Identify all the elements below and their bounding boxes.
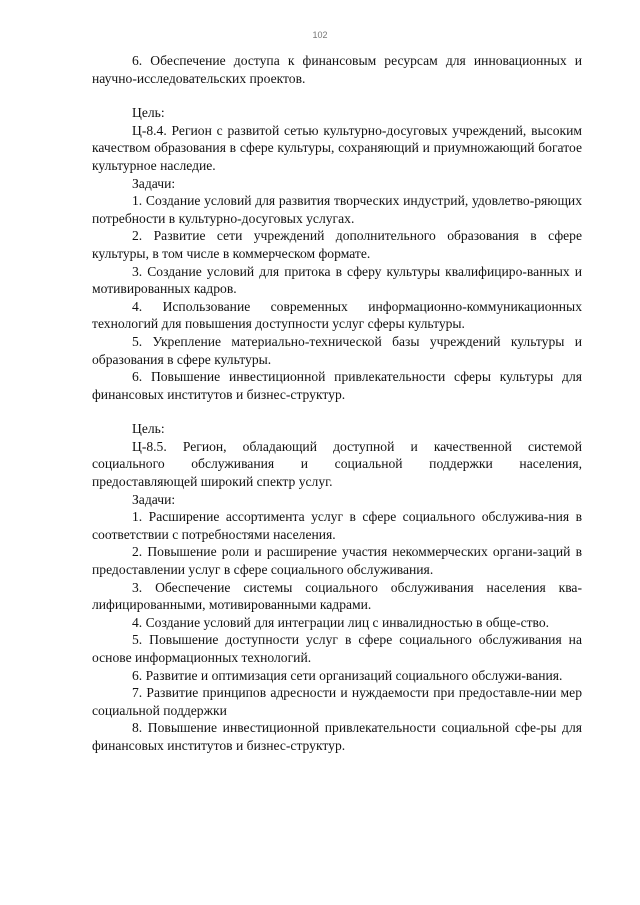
task-item: 6. Развитие и оптимизация сети организаций социального обслужи-вания. <box>132 667 563 683</box>
task-item: 2. Повышение роли и расширение участия некоммерческих органи-заций в предоставлении услуг в сфере социального обслуживания. <box>92 544 582 578</box>
task-item: 5. Укрепление материально-технической базы учреждений культуры и образования в сфере культуры. <box>92 333 582 367</box>
task-item: 6. Повышение инвестиционной привлекательности сферы культуры для финансовых институтов и бизнес-структур. <box>92 369 582 402</box>
task-item: 1. Расширение ассортимента услуг в сфере социального обслужива-ния в соответствии с потребностями населения. <box>92 509 582 542</box>
goal-label: Цель: <box>132 421 165 437</box>
task-item: 7. Развитие принципов адресности и нуждаемости при предоставле-нии мер социальной поддержки <box>92 685 582 718</box>
goal-label: Цель: <box>132 105 165 121</box>
tasks-label: Задачи: <box>132 175 176 191</box>
task-item: 1. Создание условий для развития творческих индустрий, удовлетво-ряющих потребности в культурно-досуговых услугах. <box>92 193 582 226</box>
task-item: 4. Использование современных информационно-коммуникационных технологий для повышения доступности услуг сферы культуры. <box>92 298 582 332</box>
task-item: 8. Повышение инвестиционной привлекательности социальной сфе-ры для финансовых институтов и бизнес-структур. <box>92 720 582 753</box>
page-content <box>92 52 582 755</box>
goal-text-line: Ц-8.5. Регион, обладающий доступной и качественной системой <box>132 438 582 454</box>
task-item: 3. Обеспечение системы социального обслуживания населения ква-лифицированными, мотивированными кадрами. <box>92 579 582 613</box>
spacer <box>92 87 582 104</box>
goal-text: Ц-8.4. Регион с развитой сетью культурно-досуговых учреждений, высоким качеством образования в сфере культуры, сохраняющий и приумножающий богатое культурное наследие. <box>92 122 582 173</box>
tasks-label: Задачи: <box>132 491 176 507</box>
spacer <box>92 403 582 420</box>
task-item: 5. Повышение доступности услуг в сфере социального обслуживания на основе информационных технологий. <box>92 632 582 665</box>
goal-text-line: социального обслуживания и социальной поддержки населения, <box>92 456 582 472</box>
task-item: 4. Создание условий для интеграции лиц с инвалидностью в обще-ство. <box>132 614 550 630</box>
goal-8-5-section <box>92 420 582 754</box>
task-item: 3. Создание условий для притока в сферу культуры квалифициро-ванных и мотивированных кадров. <box>92 263 582 297</box>
task-item: 2. Развитие сети учреждений дополнительного образования в сфере культуры, в том числе в коммерческом формате. <box>92 228 582 261</box>
goal-text-line: предоставляющей широкий спектр услуг. <box>92 474 333 490</box>
page-number: 102 <box>312 30 328 40</box>
goal-8-4-section <box>92 104 582 403</box>
intro-paragraph: 6. Обеспечение доступа к финансовым ресурсам для инновационных и научно-исследовательских проектов. <box>92 53 582 86</box>
